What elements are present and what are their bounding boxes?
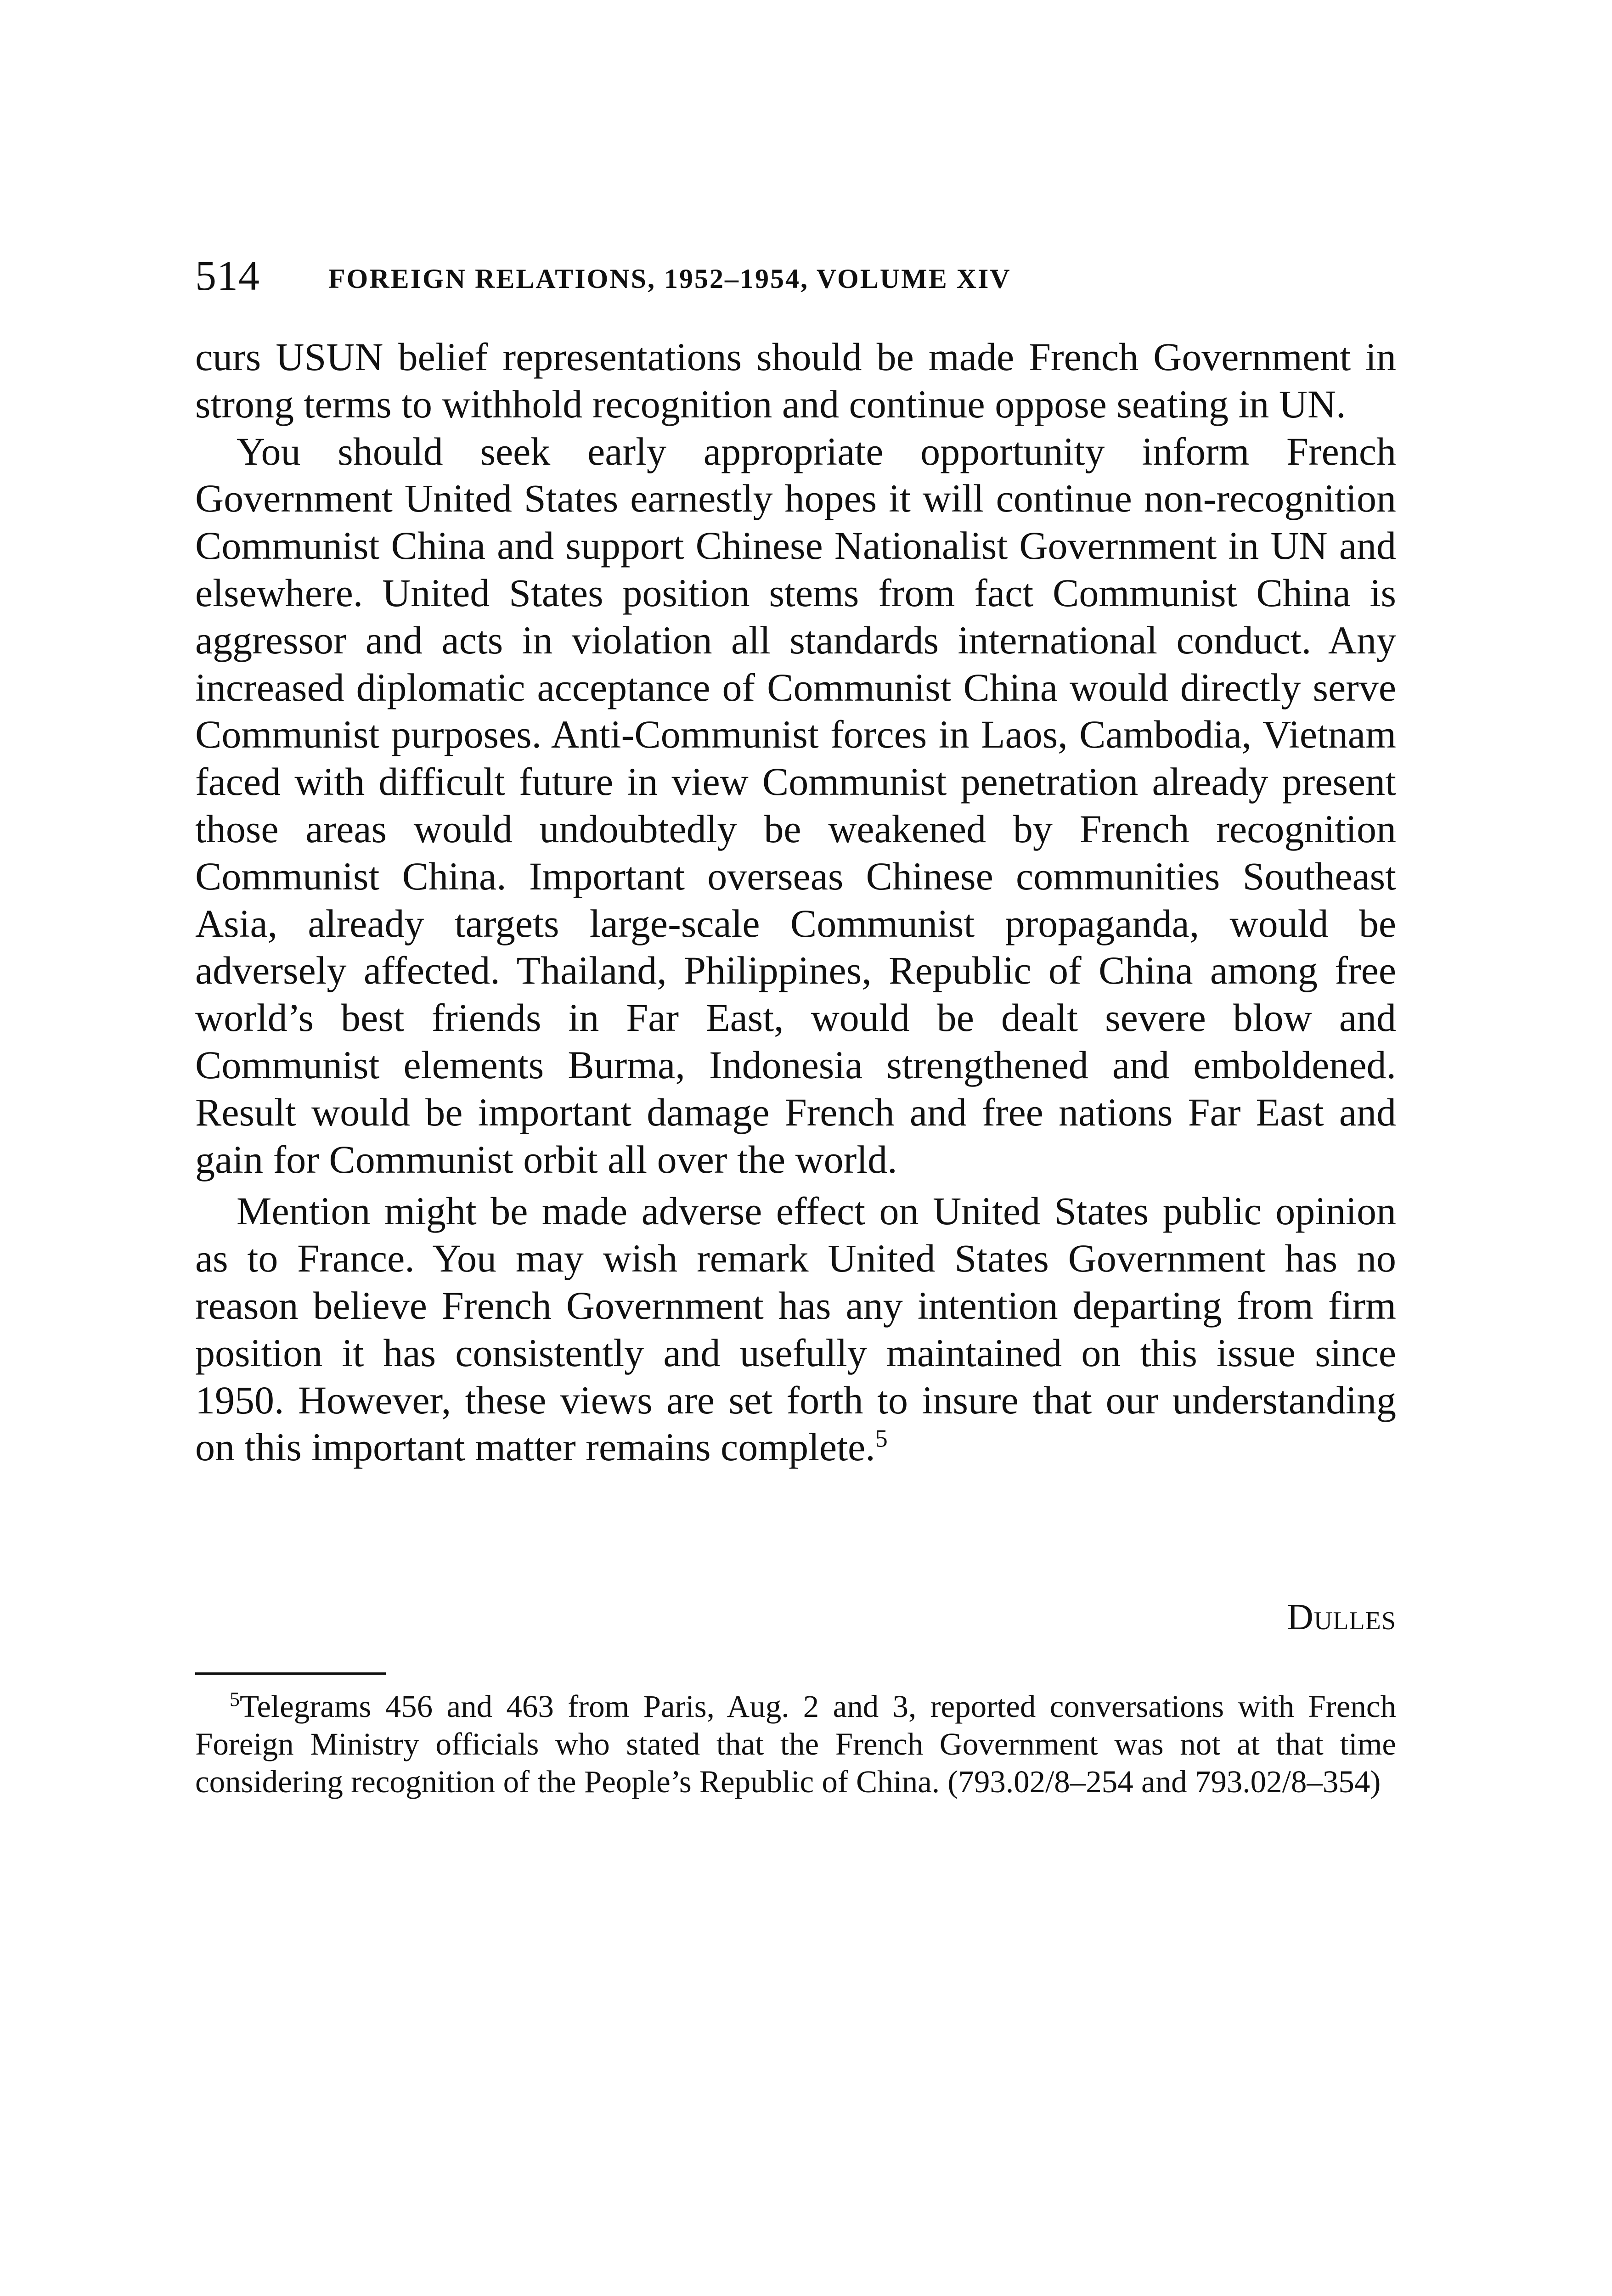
footnote-text: Telegrams 456 and 463 from Paris, Aug. 2 and 3, reported conversations with French Foreign Ministry officials who stated that the French Government was not at that time considering recognition of the People’s Republic of China. (793.02/8–254 and 793.02/8–354): [195, 1689, 1396, 1799]
page-number: 514: [195, 252, 260, 299]
body-text: [195, 333, 1396, 1471]
body-paragraph-3: [195, 1187, 1396, 1471]
running-head-title: FOREIGN RELATIONS, 1952–1954, VOLUME XIV: [328, 264, 1011, 294]
footnote-divider: [195, 1672, 386, 1675]
signature: Dulles: [1287, 1597, 1396, 1638]
body-paragraph-2: You should seek early appropriate opportunity inform French Government United States earnestly hopes it will continue non-recognition Communist China and support Chinese Nationalist Government in UN and elsewhere. United States position stems from fact Communist China is aggressor and acts in violation all standards international conduct. Any increased diplomatic acceptance of Communist China would directly serve Communist purposes. Anti-Communist forces in Laos, Cambodia, Vietnam faced with difficult future in view Communist penetration already present those areas would undoubtedly be weakened by French recognition Communist China. Important overseas Chinese communities Southeast Asia, already targets large-scale Communist propaganda, would be adversely affected. Thailand, Philippines, Republic of China among free world’s best friends in Far East, would be dealt severe blow and Communist elements Burma, Indonesia strengthened and emboldened. Result would be important damage French and free nations Far East and gain for Communist orbit all over the world.: [195, 429, 1396, 1182]
footnote-paragraph: [195, 1688, 1396, 1801]
footnote: [195, 1688, 1396, 1801]
running-head: [195, 250, 1389, 305]
body-paragraph-1: curs USUN belief representations should be made French Government in strong terms to withhold recognition and continue oppose seating in UN.: [195, 335, 1396, 426]
body-paragraph-3-text: Mention might be made adverse effect on United States public opinion as to France. You may wish remark United States Government has no reason believe French Government has any intention departing from firm position it has consistently and usefully maintained on this issue since 1950. However, these views are set forth to insure that our understanding on this important matter remains complete.: [195, 1189, 1396, 1469]
footnote-mark: 5: [230, 1688, 240, 1711]
footnote-reference: 5: [875, 1424, 888, 1452]
